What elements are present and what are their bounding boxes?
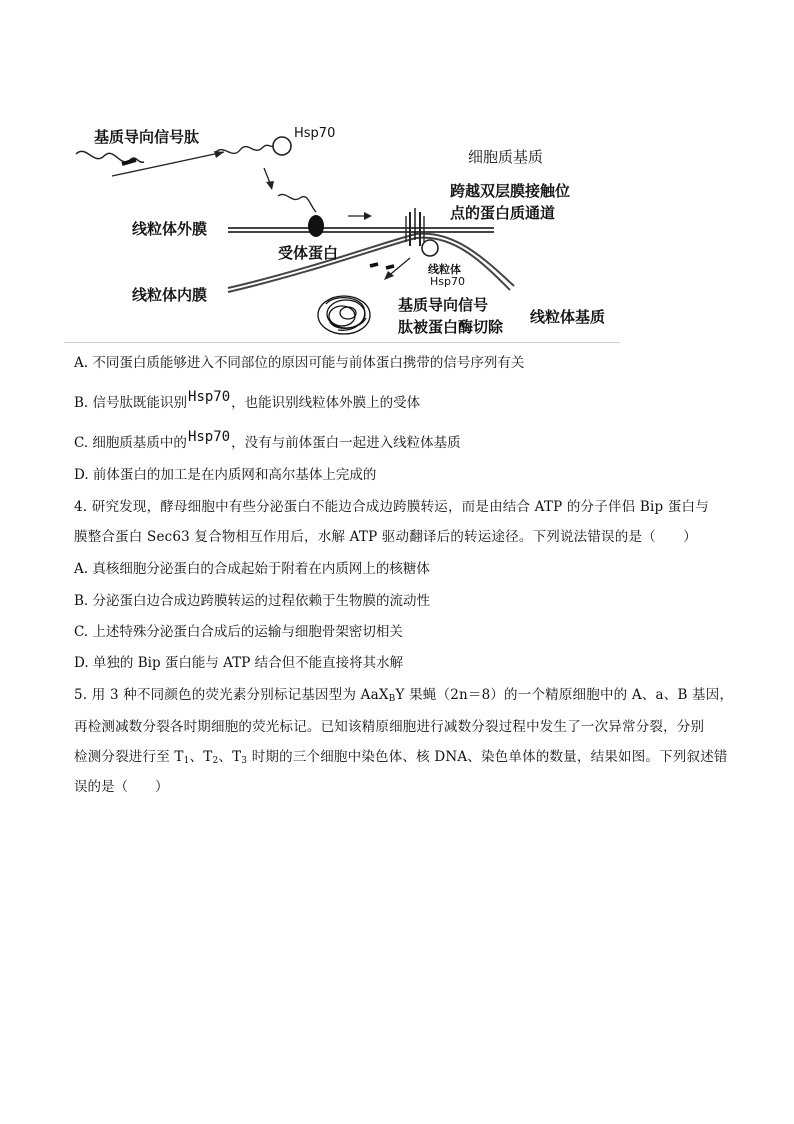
right-arrow-head — [364, 212, 372, 220]
q4-stem-line2: 膜整合蛋白 Sec63 复合物相互作用后，水解 ATP 驱动翻译后的转运途径。下列说法错误的是（ ） — [74, 529, 697, 545]
q5-t2-subscript: 2 — [212, 756, 219, 766]
q5-stem-line3-b: 、T — [189, 749, 213, 765]
label-cleave-line1: 基质导向信号 — [398, 296, 489, 314]
q5-stem-line3 — [74, 746, 728, 772]
folded-protein — [318, 296, 370, 334]
q5-stem-line1-a: 5. 用 3 种不同颜色的荧光素分别标记基因型为 AaX — [74, 687, 389, 703]
q3-option-c-pre: C. 细胞质基质中的 — [74, 435, 187, 451]
q5-stem-line1-b: Y 果蝇（2n＝8）的一个精原细胞中的 A、a、B 基因， — [395, 687, 734, 703]
q3-option-c — [74, 429, 461, 454]
cleaved-peptide-2 — [386, 266, 394, 268]
receptor-protein — [308, 215, 324, 237]
q3-option-b-hsp70: Hsp70 — [188, 389, 231, 405]
q3-option-b — [74, 389, 421, 414]
q5-stem-line3-a: 检测分裂进行至 T — [74, 749, 184, 765]
signal-peptide-segment — [122, 160, 136, 164]
label-outer-membrane: 线粒体外膜 — [132, 220, 208, 238]
label-mito-matrix: 线粒体基质 — [530, 308, 606, 326]
q3-option-b-post: ，也能识别线粒体外膜上的受体 — [231, 395, 421, 411]
precursor-chain-mid — [278, 194, 316, 212]
signal-arrow-head — [214, 151, 224, 158]
label-contact-channel-line2: 点的蛋白质通道 — [450, 204, 556, 222]
label-cleave-line2: 肽被蛋白酶切除 — [398, 318, 504, 336]
q5-stem-line4: 误的是（ ） — [74, 779, 169, 795]
q3-option-c-post: ，没有与前体蛋白一起进入线粒体基质 — [231, 435, 461, 451]
q5-stem-line1 — [74, 684, 733, 710]
label-hsp70: Hsp70 — [294, 126, 336, 141]
label-inner-membrane: 线粒体内膜 — [132, 286, 208, 304]
hsp70-matrix — [422, 240, 438, 256]
label-mito-hsp70-line2: Hsp70 — [430, 275, 465, 288]
q4-option-a: A. 真核细胞分泌蛋白的合成起始于附着在内质网上的核糖体 — [74, 561, 430, 577]
figure-divider — [64, 342, 620, 343]
q5-stem-line3-d: 时期的三个细胞中染色体、核 DNA、染色单体的数量，结果如图。下列叙述错 — [247, 749, 728, 765]
inner-membrane — [228, 234, 514, 288]
q5-stem-line2: 再检测减数分裂各时期细胞的荧光标记。已知该精原细胞进行减数分裂过程中发生了一次异常分裂，分别 — [74, 719, 705, 735]
q5-t1-subscript: 1 — [183, 756, 190, 766]
q4-option-c: C. 上述特殊分泌蛋白合成后的运输与细胞骨架密切相关 — [74, 624, 403, 640]
q3-option-c-hsp70: Hsp70 — [187, 429, 231, 445]
q3-option-d: D. 前体蛋白的加工是在内质网和高尔基体上完成的 — [74, 467, 377, 483]
precursor-chain-top — [216, 145, 274, 153]
mitochondrial-import-diagram — [64, 108, 624, 344]
down-arrow-head — [266, 181, 274, 190]
q5-t3-subscript: 3 — [241, 756, 248, 766]
q3-option-a: A. 不同蛋白质能够进入不同部位的原因可能与前体蛋白携带的信号序列有关 — [74, 355, 525, 371]
label-contact-channel-line1: 跨越双层膜接触位 — [450, 182, 571, 200]
q3-option-b-pre: B. 信号肽既能识别 — [74, 395, 188, 411]
label-signal-peptide: 基质导向信号肽 — [94, 128, 200, 146]
label-mito-hsp70-line1: 线粒体 — [428, 263, 461, 276]
q4-option-b: B. 分泌蛋白边合成边跨膜转运的过程依赖于生物膜的流动性 — [74, 593, 431, 609]
q5-stem-line3-c: 、T — [218, 749, 242, 765]
cleaved-peptide — [370, 264, 378, 266]
hsp70-cytosol — [273, 137, 291, 155]
label-receptor: 受体蛋白 — [278, 244, 339, 262]
q4-stem-line1: 4. 研究发现，酵母细胞中有些分泌蛋白不能边合成边跨膜转运，而是由结合 ATP 的分子伴侣 Bip 蛋白与 — [74, 499, 709, 515]
inner-membrane-2 — [228, 238, 510, 292]
label-cytoplasm-matrix: 细胞质基质 — [468, 148, 544, 166]
q5-xb-subscript: B — [388, 694, 396, 704]
q4-option-d: D. 单独的 Bip 蛋白能与 ATP 结合但不能直接将其水解 — [74, 655, 404, 671]
